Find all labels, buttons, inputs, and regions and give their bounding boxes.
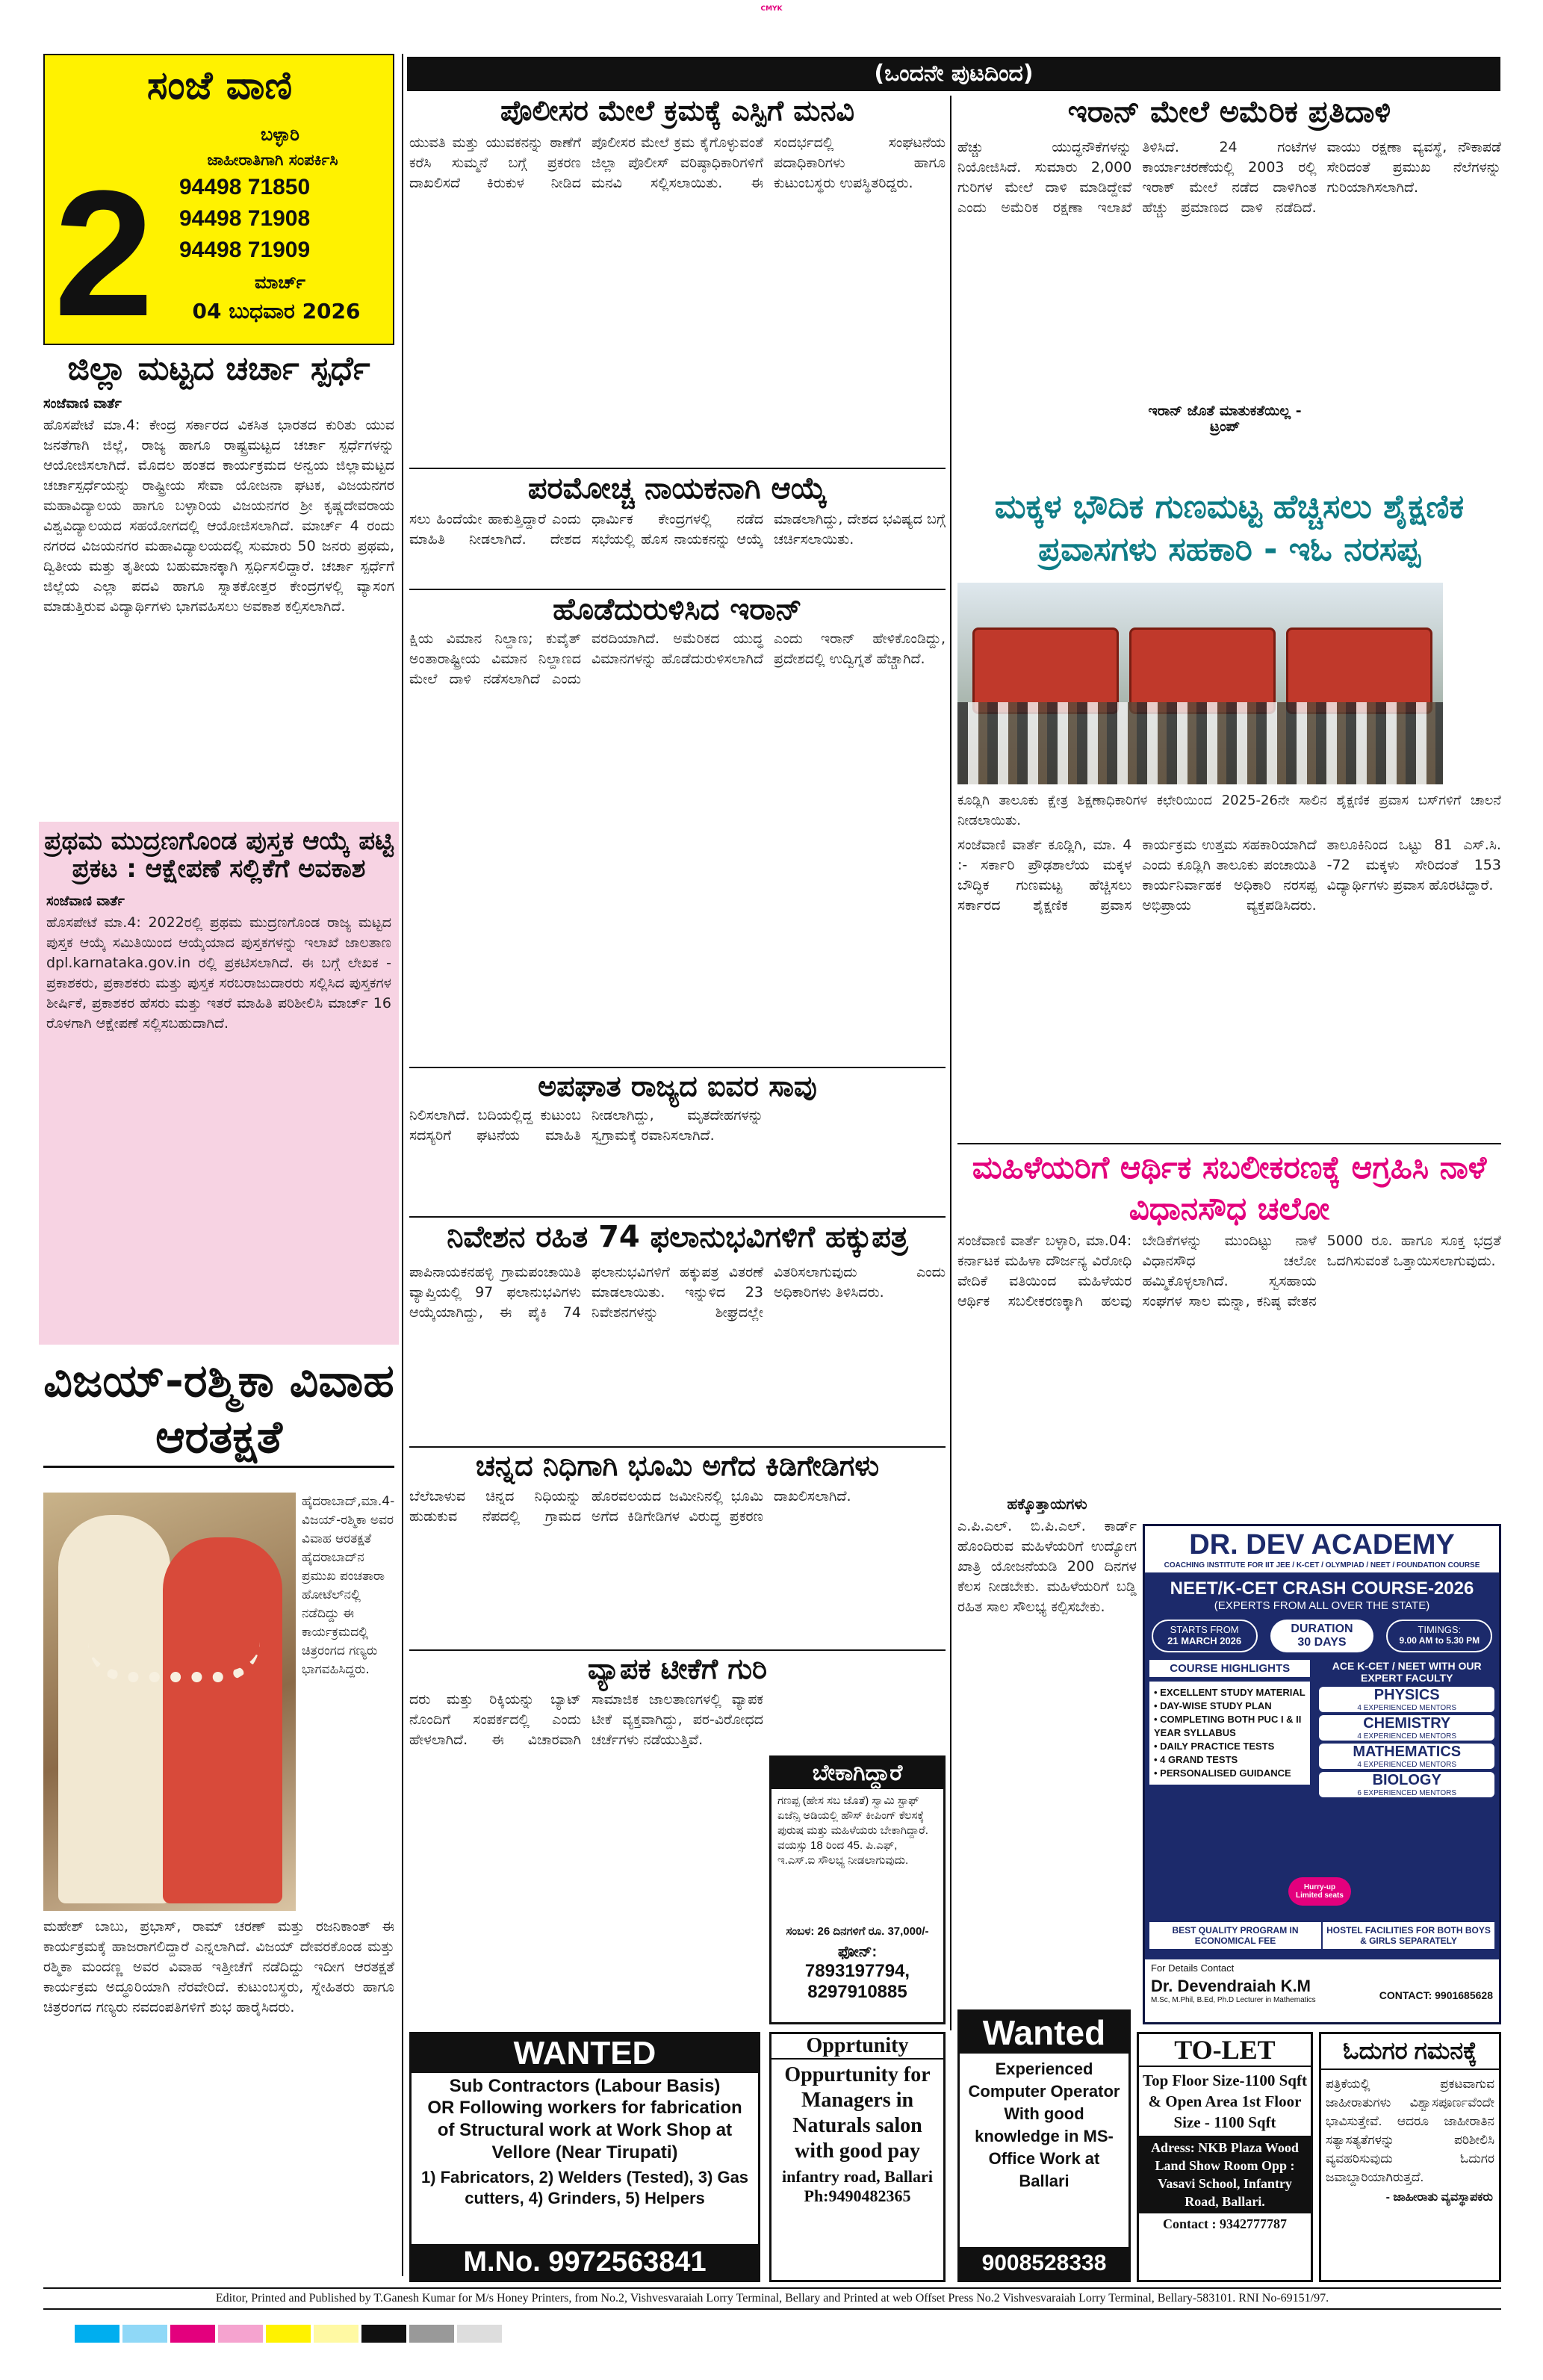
bus-1 [972,627,1119,714]
iran-shotdown-body: ಕ್ಷಿಯ ವಿಮಾನ ನಿಲ್ದಾಣ; ಕುವೈತ್ ಅಂತಾರಾಷ್ಟ್ರೀಯ ವಿಮಾನ ನಿಲ್ದಾಣದ ಮೇಲೆ ದಾಳಿ ನಡೆಸಲಾಗಿದೆ ಎಂದು ವರದಿಯಾಗಿದೆ. ಅಮೆರಿಕದ ಯುದ್ಧ ವಿಮಾನಗಳನ್ನು ಹೊಡೆದುರುಳಿಸಲಾಗಿದೆ ಎಂದು ಇರಾನ್ ಹೇಳಿಕೊಂಡಿದ್ದು, ಪ್ರದೇಶದಲ್ಲಿ ಉದ್ವಿಗ್ನತೆ ಹೆಚ್ಚಾಗಿದೆ. [409,630,946,687]
debate-headline: ಜಿಲ್ಲಾ ಮಟ್ಟದ ಚರ್ಚಾ ಸ್ಪರ್ಧೆ [67,350,370,388]
swatch-cyan [75,2325,119,2343]
tolet-contact: Contact : 9342777787 [1163,2216,1287,2231]
bus-caption: ಕೂಡ್ಲಿಗಿ ತಾಲೂಕು ಕ್ಷೇತ್ರ ಶಿಕ್ಷಣಾಧಿಕಾರಿಗಳ ಕಛೇರಿಯಿಂದ 2025-26ನೇ ಸಾಲಿನ ಶೈಕ್ಷಣಿಕ ಪ್ರವಾಸ ಬಸ್‌ಗಳಿಗೆ ಚಾಲನೆ ನೀಡಲಾಯಿತು. [957,793,1501,828]
hiring-phones: 7893197794, 8297910885 [804,1961,910,2002]
swatch-magenta-light [218,2325,263,2343]
wanted1-sub: Sub Contractors (Labour Basis) [449,2076,721,2096]
tolet-body: Top Floor Size-1100 Sqft & Open Area 1st Floor Size - 1100 Sqft [1143,2071,1307,2131]
imprint-line: Editor, Printed and Published by T.Ganesh Kumar for M/s Honey Printers, from No.2, Vishvesvaraiah Lorry Terminal, Bellary and Printed at web Offset Press No.2 Vishvesvaraiah Lorry Terminal, Bellary-583101. RNI No-69151/97. [43,2287,1501,2310]
wanted1-phone: M.No. 9972563841 [412,2244,758,2280]
book-headline: ಪ್ರಥಮ ಮುದ್ರಣಗೊಂಡ ಪುಸ್ತಕ ಆಯ್ಕೆ ಪಟ್ಟಿ ಪ್ರಕಟ : ಆಕ್ಷೇಪಣೆ ಸಲ್ಲಿಕೆಗೆ ಅವಕಾಶ [44,826,394,884]
swatch-black [361,2325,406,2343]
phone-1: 94498 71850 [179,175,311,199]
academy-tagline: COACHING INSTITUTE FOR IIT JEE / K-CET / OLYMPIAD / NEET / FOUNDATION COURSE [1145,1561,1499,1572]
opp-phone: Ph:9490482365 [804,2187,911,2205]
bus-3 [1286,627,1432,714]
phone-2: 94498 71908 [179,206,311,231]
edition-name: ಬಳ್ಳಾರಿ [261,124,299,145]
course-sub: (EXPERTS FROM ALL OVER THE STATE) [1214,1599,1430,1612]
readers-sign: - ಜಾಹೀರಾತು ವ್ಯವಸ್ಥಾಪಕರು [1385,2191,1493,2204]
computer-operator-ad [957,2009,1131,2282]
trump-subhead: ಇರಾನ್ ಜೊತೆ ಮಾತುಕತೆಯಿಲ್ಲ - ಟ್ರಂಪ್ [1148,403,1302,435]
column-rule-1 [402,54,403,2276]
subject-physics: PHYSICS 4 EXPERIENCED MENTORS [1319,1687,1494,1712]
doctor-qual: M.Sc, M.Phil, B.Ed, Ph.D Lecturer in Mathematics [1151,1996,1316,2004]
cmyk-mark: CMYK [760,5,783,13]
doctor-name: Dr. Devendraiah K.M [1151,1977,1311,1995]
opp-title: Opprtunity [772,2034,943,2060]
leader-body: ಸಲು ಹಿಂದೆಯೇ ಹಾಕುತ್ತಿದ್ದಾರೆ ಎಂದು ಮಾಹಿತಿ ನೀಡಲಾಗಿದೆ. ದೇಶದ ಧಾರ್ಮಿಕ ಕೇಂದ್ರಗಳಲ್ಲಿ ನಡೆದ ಸಭೆಯಲ್ಲಿ ಹೊಸ ನಾಯಕನನ್ನು ಆಯ್ಕೆ ಮಾಡಲಾಗಿದ್ದು, ದೇಶದ ಭವಿಷ್ಯದ ಬಗ್ಗೆ ಚರ್ಚಿಸಲಾಯಿತು. [409,511,946,548]
book-byline: ಸಂಜೆವಾಣಿ ವಾರ್ತೆ [46,893,125,909]
course-title: NEET/K-CET CRASH COURSE-2026 [1170,1578,1474,1599]
groom-figure [58,1515,170,1903]
continued-banner: (ಒಂದನೇ ಪುಟದಿಂದ) [407,57,1500,91]
swatch-magenta [170,2325,215,2343]
wedding-photo [43,1493,296,1911]
debate-byline: ಸಂಜೆವಾಣಿ ವಾರ್ತೆ [43,396,122,412]
swatch-yellow-light [314,2325,358,2343]
masthead [43,54,394,353]
ad-contact-label: ಜಾಹೀರಾತಿಗಾಗಿ ಸಂಪರ್ಕಿಸಿ [207,151,338,169]
opp-body: Oppurtunity for Managers in Naturals salon with good pay [784,2063,931,2163]
criticism-headline: ವ್ಯಾಪಕ ಟೀಕೆಗೆ ಗುರಿ [409,1649,946,1685]
hiring-title: ಬೇಕಾಗಿದ್ದಾರೆ [772,1758,943,1789]
women-headline: ಮಹಿಳೆಯರಿಗೆ ಆರ್ಥಿಕ ಸಬಲೀಕರಣಕ್ಕೆ ಆಗ್ರಹಿಸಿ ನಾಳೆ ವಿಧಾನಸೌಧ ಚಲೋ [957,1143,1501,1229]
tolet-title: TO-LET [1139,2034,1311,2067]
page-number: 2 [54,153,154,353]
book-body: ಹೊಸಪೇಟೆ ಮಾ.4: 2022ರಲ್ಲಿ ಪ್ರಥಮ ಮುದ್ರಣಗೊಂಡ ರಾಜ್ಯ ಮಟ್ಟದ ಪುಸ್ತಕ ಆಯ್ಕೆ ಸಮಿತಿಯಿಂದ ಆಯ್ಕೆಯಾದ ಪುಸ್ತಕಗಳನ್ನು ಇಲಾಖೆ ಜಾಲತಾಣ dpl.karnataka.gov.in ರಲ್ಲಿ ಪ್ರಕಟಿಸಲಾಗಿದೆ. ಈ ಬಗ್ಗೆ ಲೇಖಕ - ಪ್ರಕಾಶಕರು, ಪ್ರಕಾಶಕರು ಮತ್ತು ಪುಸ್ತಕ ಸರಬರಾಜುದಾರರು ಸಲ್ಲಿಸಿದ ಪುಸ್ತಕಗಳ ಶೀರ್ಷಿಕೆ, ಪ್ರಕಾಶಕರ ಹೆಸರು ಮತ್ತು ಇತರೆ ಮಾಹಿತಿ ಪರಿಶೀಲಿಸಿ ಮಾರ್ಚ್ 16 ರೊಳಗಾಗಿ ಆಕ್ಷೇಪಣೆ ಸಲ್ಲಿಸಬಹುದಾಗಿದೆ. [46,914,391,1032]
bus-photo [957,583,1443,784]
highlights-list [1149,1682,1310,1785]
details-block [1145,1959,1499,2024]
readers-notice [1319,2032,1501,2282]
details-label: For Details Contact [1151,1962,1235,1974]
hostel-info: HOSTEL FACILITIES FOR BOTH BOYS & GIRLS SEPARATELY [1323,1922,1494,1949]
garland [88,1642,260,1682]
readers-body: ಪತ್ರಿಕೆಯಲ್ಲಿ ಪ್ರಕಟವಾಗುವ ಜಾಹೀರಾತುಗಳು ವಿಶ್ವಾಸಪೂರ್ಣವೆಂದೇ ಭಾವಿಸುತ್ತೇವೆ. ಆದರೂ ಜಾಹೀರಾತಿನ ಸತ್ಯಾಸತ್ಯತೆಗಳನ್ನು ಪರಿಶೀಲಿಸಿ ವ್ಯವಹರಿಸುವುದು ಓದುಗರ ಜವಾಬ್ದಾರಿಯಾಗಿರುತ್ತದೆ. [1326,2077,1494,2184]
bus-body: ಸಂಜೆವಾಣಿ ವಾರ್ತೆ ಕೂಡ್ಲಿಗಿ, ಮಾ. 4 :- ಸರ್ಕಾರಿ ಪ್ರೌಢಶಾಲೆಯ ಮಕ್ಕಳ ಬೌದ್ಧಿಕ ಗುಣಮಟ್ಟ ಹೆಚ್ಚಿಸಲು ಸರ್ಕಾರದ ಶೈಕ್ಷಣಿಕ ಪ್ರವಾಸ ಕಾರ್ಯಕ್ರಮ ಉತ್ತಮ ಸಹಕಾರಿಯಾಗಿದೆ ಎಂದು ಕೂಡ್ಲಿಗಿ ತಾಲೂಕು ಪಂಚಾಯಿತಿ ಕಾರ್ಯನಿರ್ವಾಹಕ ಅಧಿಕಾರಿ ನರಸಪ್ಪ ಅಭಿಪ್ರಾಯ ವ್ಯಕ್ತಪಡಿಸಿದರು. ತಾಲೂಕಿನಿಂದ ಒಟ್ಟು 81 ಎಸ್.ಸಿ. -72 ಮಕ್ಕಳು ಸೇರಿದಂತೆ 153 ವಿದ್ಯಾರ್ಥಿಗಳು ಪ್ರವಾಸ ಹೊರಟಿದ್ದಾರೆ. [957,837,1501,914]
land-headline: ಚನ್ನದ ನಿಧಿಗಾಗಿ ಭೂಮಿ ಅಗೆದ ಕಿಡಿಗೇಡಿಗಳು [409,1446,946,1482]
debate-body: ಹೊಸಪೇಟೆ ಮಾ.4: ಕೇಂದ್ರ ಸರ್ಕಾರದ ವಿಕಸಿತ ಭಾರತದ ಕುರಿತು ಯುವ ಜನತೆಗಾಗಿ ಜಿಲ್ಲೆ, ರಾಜ್ಯ ಹಾಗೂ ರಾಷ್ಟ್ರಮಟ್ಟದ ಚರ್ಚಾ ಸ್ಪರ್ಧೆಗಳನ್ನು ಆಯೋಜಿಸಲಾಗಿದೆ. ಮೊದಲ ಹಂತದ ಕಾರ್ಯಕ್ರಮದ ಅನ್ವಯ ಜಿಲ್ಲಾಮಟ್ಟದ ಚರ್ಚಾಸ್ಪರ್ಧೆಯನ್ನು ರಾಷ್ಟ್ರೀಯ ಸೇವಾ ಯೋಜನಾ ಘಟಕ, ವಿಜಯನಗರ ಮಹಾವಿದ್ಯಾಲಯ ಹಾಗೂ ಬಳ್ಳಾರಿಯ ವಿಜಯನಗರ ಶ್ರೀ ಕೃಷ್ಣದೇವರಾಯ ವಿಶ್ವವಿದ್ಯಾಲಯದ ಸಹಯೋಗದಲ್ಲಿ ಆಯೋಜಿಸಲಾಗಿದೆ. ಮಾರ್ಚ್ 4 ರಂದು ನಗರದ ವಿಜಯನಗರ ಮಹಾವಿದ್ಯಾಲಯದಲ್ಲಿ ಸುಮಾರು 50 ಜನರು ಪ್ರಥಮ, ದ್ವಿತೀಯ ಮತ್ತು ತೃತೀಯ ಬಹುಮಾನಕ್ಕಾಗಿ ಸ್ಪರ್ಧಿಸಲಿದ್ದಾರೆ. ಚರ್ಚಾ ಸ್ಪರ್ಧೆಗೆ ಜಿಲ್ಲೆಯ ಎಲ್ಲಾ ಪದವಿ ಹಾಗೂ ಸ್ನಾತಕೋತ್ತರ ಕೇಂದ್ರಗಳಲ್ಲಿ ವ್ಯಾಸಂಗ ಮಾಡುತ್ತಿರುವ ವಿದ್ಯಾರ್ಥಿಗಳು ಭಾಗವಹಿಸಲು ಅವಕಾಶ ಕಲ್ಪಿಸಲಾಗಿದೆ. [43,417,394,615]
faculty-title: ACE K-CET / NEET WITH OUR EXPERT FACULTY [1332,1660,1482,1684]
police-body: ಯುವತಿ ಮತ್ತು ಯುವಕನನ್ನು ಠಾಣೆಗೆ ಕರೆಸಿ ಸುಮ್ಮನೆ ಬಗ್ಗೆ ಪ್ರಕರಣ ದಾಖಲಿಸದೆ ಕಿರುಕುಳ ನೀಡಿದ ಪೊಲೀಸರ ಮೇಲೆ ಕ್ರಮ ಕೈಗೊಳ್ಳುವಂತೆ ಜಿಲ್ಲಾ ಪೊಲೀಸ್ ವರಿಷ್ಠಾಧಿಕಾರಿಗಳಿಗೆ ಮನವಿ ಸಲ್ಲಿಸಲಾಯಿತು. ಈ ಸಂದರ್ಭದಲ್ಲಿ ಸಂಘಟನೆಯ ಪದಾಧಿಕಾರಿಗಳು ಹಾಗೂ ಕುಟುಂಬಸ್ಥರು ಉಪಸ್ಥಿತರಿದ್ದರು. [409,134,946,191]
highlight-item: • DAILY PRACTICE TESTS [1154,1741,1275,1752]
readers-title: ಓದುಗರ ಗಮನಕ್ಕೆ [1321,2034,1499,2070]
leader-headline: ಪರಮೋಚ್ಚ ನಾಯಕನಾಗಿ ಆಯ್ಕೆ [409,468,946,505]
highlight-item: • DAY-WISE STUDY PLAN [1154,1700,1272,1711]
swatch-gray [409,2325,454,2343]
hurry-label: Hurry-up Limited seats [1288,1877,1351,1906]
to-let-ad [1137,2032,1313,2282]
color-strip [75,2325,1494,2346]
demands-subhead: ಹಕ್ಕೊತ್ತಾಯಗಳು [1007,1495,1087,1513]
bride-figure [163,1537,282,1903]
bus-2 [1129,627,1276,714]
bus-headline: ಮಕ್ಕಳ ಭೌದಿಕ ಗುಣಮಟ್ಟ ಹೆಚ್ಚಿಸಲು ಶೈಕ್ಷಣಿಕ ಪ್ರವಾಸಗಳು ಸಹಕಾರಿ - ಇಓ ನರಸಪ್ಪ [994,488,1465,569]
academy-ad [1143,1524,1501,2024]
accident-headline: ಅಪಘಾತ ರಾಜ್ಯದ ಐವರ ಸಾವು [409,1067,946,1103]
masthead-logo: ಸಂಜೆ ವಾಣಿ [146,63,293,108]
academy-name: DR. DEV ACADEMY [1145,1526,1499,1561]
wedding-side-body: ಹೈದರಾಬಾದ್,ಮಾ.4-ವಿಜಯ್-ರಶ್ಮಿಕಾ ಅವರ ವಿವಾಹ ಆರತಕ್ಷತೆ ಹೈದರಾಬಾದ್‌ನ ಪ್ರಮುಖ ಪಂಚತಾರಾ ಹೋಟೆಲ್‌ನಲ್ಲಿ ನಡೆದಿದ್ದು ಈ ಕಾರ್ಯಕ್ರಮದಲ್ಲಿ ಚಿತ್ರರಂಗದ ಗಣ್ಯರು ಭಾಗವಹಿಸಿದ್ದರು. [302,1494,394,1677]
wanted2-body: Experienced Computer Operator With good knowledge in MS-Office Work at Ballari [968,2060,1120,2190]
crowd [957,702,1443,784]
us-iran-headline: ಇರಾನ್ ಮೇಲೆ ಅಮೆರಿಕ ಪ್ರತಿದಾಳಿ [1067,95,1391,129]
highlight-item: • COMPLETING BOTH PUC I & II YEAR SYLLABUS [1154,1714,1302,1738]
criticism-body: ದರು ಮತ್ತು ರಿಕ್ಕಿಯನ್ನು ಬ್ಯಾಟ್ ನೊಂದಿಗೆ ಸಂಪರ್ಕದಲ್ಲಿ ಎಂದು ಹೇಳಲಾಗಿದೆ. ಈ ವಿಚಾರವಾಗಿ ಸಾಮಾಜಿಕ ಜಾಲತಾಣಗಳಲ್ಲಿ ವ್ಯಾಪಕ ಟೀಕೆ ವ್ಯಕ್ತವಾಗಿದ್ದು, ಪರ-ವಿರೋಧದ ಚರ್ಚೆಗಳು ನಡೆಯುತ್ತಿವೆ. [409,1691,763,1748]
subject-mathematics: MATHEMATICS 4 EXPERIENCED MENTORS [1319,1744,1494,1769]
plots-headline: ನಿವೇಶನ ರಹಿತ 74 ಫಲಾನುಭವಿಗಳಿಗೆ ಹಕ್ಕುಪತ್ರ [409,1216,946,1253]
subject-chemistry: CHEMISTRY 4 EXPERIENCED MENTORS [1319,1715,1494,1741]
iran-shotdown-headline: ಹೊಡೆದುರುಳಿಸಿದ ಇರಾನ್ [409,589,946,626]
police-headline: ಪೊಲೀಸರ ಮೇಲೆ ಕ್ರಮಕ್ಕೆ ಎಸ್ಪಿಗೆ ಮನವಿ [500,94,854,127]
us-iran-body: ಹೆಚ್ಚು ಯುದ್ಧನೌಕೆಗಳನ್ನು ನಿಯೋಜಿಸಿದೆ. ಸುಮಾರು 2,000 ಗುರಿಗಳ ಮೇಲೆ ದಾಳಿ ಮಾಡಿದ್ದೇವೆ ಎಂದು ಅಮೆರಿಕ ರಕ್ಷಣಾ ಇಲಾಖೆ ತಿಳಿಸಿದೆ. 24 ಗಂಟೆಗಳ ಕಾರ್ಯಾಚರಣೆಯಲ್ಲಿ 2003 ರಲ್ಲಿ ಇರಾಕ್ ಮೇಲೆ ನಡೆದ ದಾಳಿಗಿಂತ ಹೆಚ್ಚು ಪ್ರಮಾಣದ ದಾಳಿ ನಡೆದಿದೆ. ವಾಯು ರಕ್ಷಣಾ ವ್ಯವಸ್ಥೆ, ನೌಕಾಪಡೆ ಸೇರಿದಂತೆ ಪ್ರಮುಖ ನೆಲೆಗಳನ್ನು ಗುರಿಯಾಗಿಸಲಾಗಿದೆ. [957,139,1501,216]
wanted1-title: WANTED [412,2034,758,2073]
wanted2-title: Wanted [960,2012,1128,2054]
opp-location: infantry road, Ballari [782,2167,933,2186]
starts-date: 21 MARCH 2026 [1167,1635,1242,1646]
land-body: ಬೆಲೆಬಾಳುವ ಚಿನ್ನದ ನಿಧಿಯನ್ನು ಹುಡುಕುವ ನೆಪದಲ್ಲಿ ಗ್ರಾಮದ ಹೊರವಲಯದ ಜಮೀನಿನಲ್ಲಿ ಭೂಮಿ ಅಗೆದ ಕಿಡಿಗೇಡಿಗಳ ವಿರುದ್ಧ ಪ್ರಕರಣ ದಾಖಲಿಸಲಾಗಿದೆ. [409,1488,851,1525]
duration-box [1270,1620,1373,1652]
women-body: ಸಂಜೆವಾಣಿ ವಾರ್ತೆ ಬಳ್ಳಾರಿ, ಮಾ.04: ಕರ್ನಾಟಕ ಮಹಿಳಾ ದೌರ್ಜನ್ಯ ವಿರೋಧಿ ವೇದಿಕೆ ವತಿಯಿಂದ ಮಹಿಳೆಯರ ಆರ್ಥಿಕ ಸಬಲೀಕರಣಕ್ಕಾಗಿ ಹಲವು ಬೇಡಿಕೆಗಳನ್ನು ಮುಂದಿಟ್ಟು ನಾಳೆ ವಿಧಾನಸೌಧ ಚಲೋ ಹಮ್ಮಿಕೊಳ್ಳಲಾಗಿದೆ. ಸ್ವಸಹಾಯ ಸಂಘಗಳ ಸಾಲ ಮನ್ನಾ, ಕನಿಷ್ಠ ವೇತನ 5000 ರೂ. ಹಾಗೂ ಸೂಕ್ತ ಭದ್ರತೆ ಒದಗಿಸುವಂತೆ ಒತ್ತಾಯಿಸಲಾಗುವುದು. [957,1233,1501,1310]
starts-box [1152,1620,1258,1652]
swatch-gray-light [457,2325,502,2343]
wedding-headline: ವಿಜಯ್-ರಶ್ಮಿಕಾ ವಿವಾಹ ಆರತಕ್ಷತೆ [43,1354,394,1468]
starts-label: STARTS FROM [1170,1624,1239,1635]
phone-3: 94498 71909 [179,238,311,262]
hiring-ad [769,1755,946,2024]
hiring-body: ಗಣಪ್ಪ (ಹೇಸ ಸಬ ಜೊತೆ) ಸ್ವಾಮಿ ಸ್ಟಾಫ್ ಏಜೆನ್ಸಿ ಅಡಿಯಲ್ಲಿ ಹೌಸ್ ಕೀಪಿಂಗ್ ಕೆಲಸಕ್ಕೆ ಪುರುಷ ಮತ್ತು ಮಹಿಳೆಯರು ಬೇಕಾಗಿದ್ದಾರೆ. ವಯಸ್ಸು 18 ರಿಂದ 45. ಪಿ.ಎಫ್, ಇ.ಎಸ್.ಐ ಸೌಲಭ್ಯ ನೀಡಲಾಗುವುದು. [777,1794,928,1867]
swatch-yellow [266,2325,311,2343]
subject-biology: BIOLOGY 6 EXPERIENCED MENTORS [1319,1772,1494,1797]
academy-contact: CONTACT: 9901685628 [1379,1989,1493,2001]
hiring-salary: ಸಂಬಳ: 26 ದಿನಗಳಿಗೆ ರೂ. 37,000/- [786,1925,929,1938]
demands-body: ಎ.ಪಿ.ಎಲ್. ಬಿ.ಪಿ.ಎಲ್. ಕಾರ್ಡ್ ಹೊಂದಿರುವ ಮಹಿಳೆಯರಿಗೆ ಉದ್ಯೋಗ ಖಾತ್ರಿ ಯೋಜನೆಯಡಿ 200 ದಿನಗಳ ಕೆಲಸ ನೀಡಬೇಕು. ಮಹಿಳೆಯರಿಗೆ ಬಡ್ಡಿ ರಹಿತ ಸಾಲ ಸೌಲಭ್ಯ ಕಲ್ಪಿಸಬೇಕು. [957,1518,1137,1615]
duration-label: DURATION [1291,1623,1353,1635]
month: ಮಾರ್ಚ್ [255,272,305,293]
timings-label: TIMINGS: [1418,1624,1462,1635]
date-line: 04 ಬುಧವಾರ 2026 [192,299,361,323]
highlight-item: • EXCELLENT STUDY MATERIAL [1154,1687,1306,1698]
accident-body: ನಿಲಿಸಲಾಗಿದೆ. ಬದಿಯಲ್ಲಿದ್ದ ಕುಟುಂಬ ಸದಸ್ಯರಿಗೆ ಘಟನೆಯ ಮಾಹಿತಿ ನೀಡಲಾಗಿದ್ದು, ಮೃತದೇಹಗಳನ್ನು ಸ್ವಗ್ರಾಮಕ್ಕೆ ರವಾನಿಸಲಾಗಿದೆ. [409,1107,763,1144]
duration-value: 30 DAYS [1297,1636,1347,1649]
wanted2-phone: 9008528338 [960,2247,1128,2280]
timings-value: 9.00 AM to 5.30 PM [1399,1635,1480,1646]
column-rule-2 [950,96,951,2030]
wanted1-body: OR Following workers for fabrication of Structural work at Work Shop at Vellore (Near Tirupati) [427,2098,742,2163]
highlight-item: • PERSONALISED GUIDANCE [1154,1767,1291,1779]
timings-box [1386,1620,1492,1652]
swatch-cyan-light [122,2325,167,2343]
tolet-address: Adress: NKB Plaza Wood Land Show Room Opp : Vasavi School, Infantry Road, Ballari. [1139,2136,1311,2213]
opportunity-ad [769,2032,946,2282]
wanted-fabrication-ad [409,2032,760,2282]
wedding-body: ಮಹೇಶ್ ಬಾಬು, ಪ್ರಭಾಸ್, ರಾಮ್ ಚರಣ್ ಮತ್ತು ರಜನಿಕಾಂತ್ ಈ ಕಾರ್ಯಕ್ರಮಕ್ಕೆ ಹಾಜರಾಗಲಿದ್ದಾರೆ ಎನ್ನಲಾಗಿದೆ. ವಿಜಯ್ ದೇವರಕೊಂಡ ಮತ್ತು ರಶ್ಮಿಕಾ ಮಂದಣ್ಣ ಅವರ ವಿವಾಹ ಇತ್ತೀಚೆಗೆ ನಡೆದಿದ್ದು ಇದೀಗ ಆರತಕ್ಷತೆ ಕಾರ್ಯಕ್ರಮ ಅದ್ಧೂರಿಯಾಗಿ ನೆರವೇರಿದೆ. ಕುಟುಂಬಸ್ಥರು, ಸ್ನೇಹಿತರು ಹಾಗೂ ಚಿತ್ರರಂಗದ ಗಣ್ಯರು ನವದಂಪತಿಗಳಿಗೆ ಶುಭ ಹಾರೈಸಿದರು. [43,1918,394,2015]
hiring-phone-label: ಫೋನ್: [837,1944,878,1960]
plots-body: ಪಾಪಿನಾಯಕನಹಳ್ಳಿ ಗ್ರಾಮಪಂಚಾಯಿತಿ ವ್ಯಾಪ್ತಿಯಲ್ಲಿ 97 ಫಲಾನುಭವಿಗಳು ಆಯ್ಕೆಯಾಗಿದ್ದು, ಈ ಪೈಕಿ 74 ಫಲಾನುಭವಿಗಳಿಗೆ ಹಕ್ಕುಪತ್ರ ವಿತರಣೆ ಮಾಡಲಾಯಿತು. ಇನ್ನುಳಿದ 23 ನಿವೇಶನಗಳನ್ನು ಶೀಘ್ರದಲ್ಲೇ ವಿತರಿಸಲಾಗುವುದು ಎಂದು ಅಧಿಕಾರಿಗಳು ತಿಳಿಸಿದರು. [409,1264,946,1321]
best-quality: BEST QUALITY PROGRAM IN ECONOMICAL FEE [1149,1922,1321,1949]
wanted1-list: 1) Fabricators, 2) Welders (Tested), 3) Gas cutters, 4) Grinders, 5) Helpers [420,2168,749,2207]
highlights-title: COURSE HIGHLIGHTS [1149,1660,1310,1677]
highlight-item: • 4 GRAND TESTS [1154,1754,1238,1765]
